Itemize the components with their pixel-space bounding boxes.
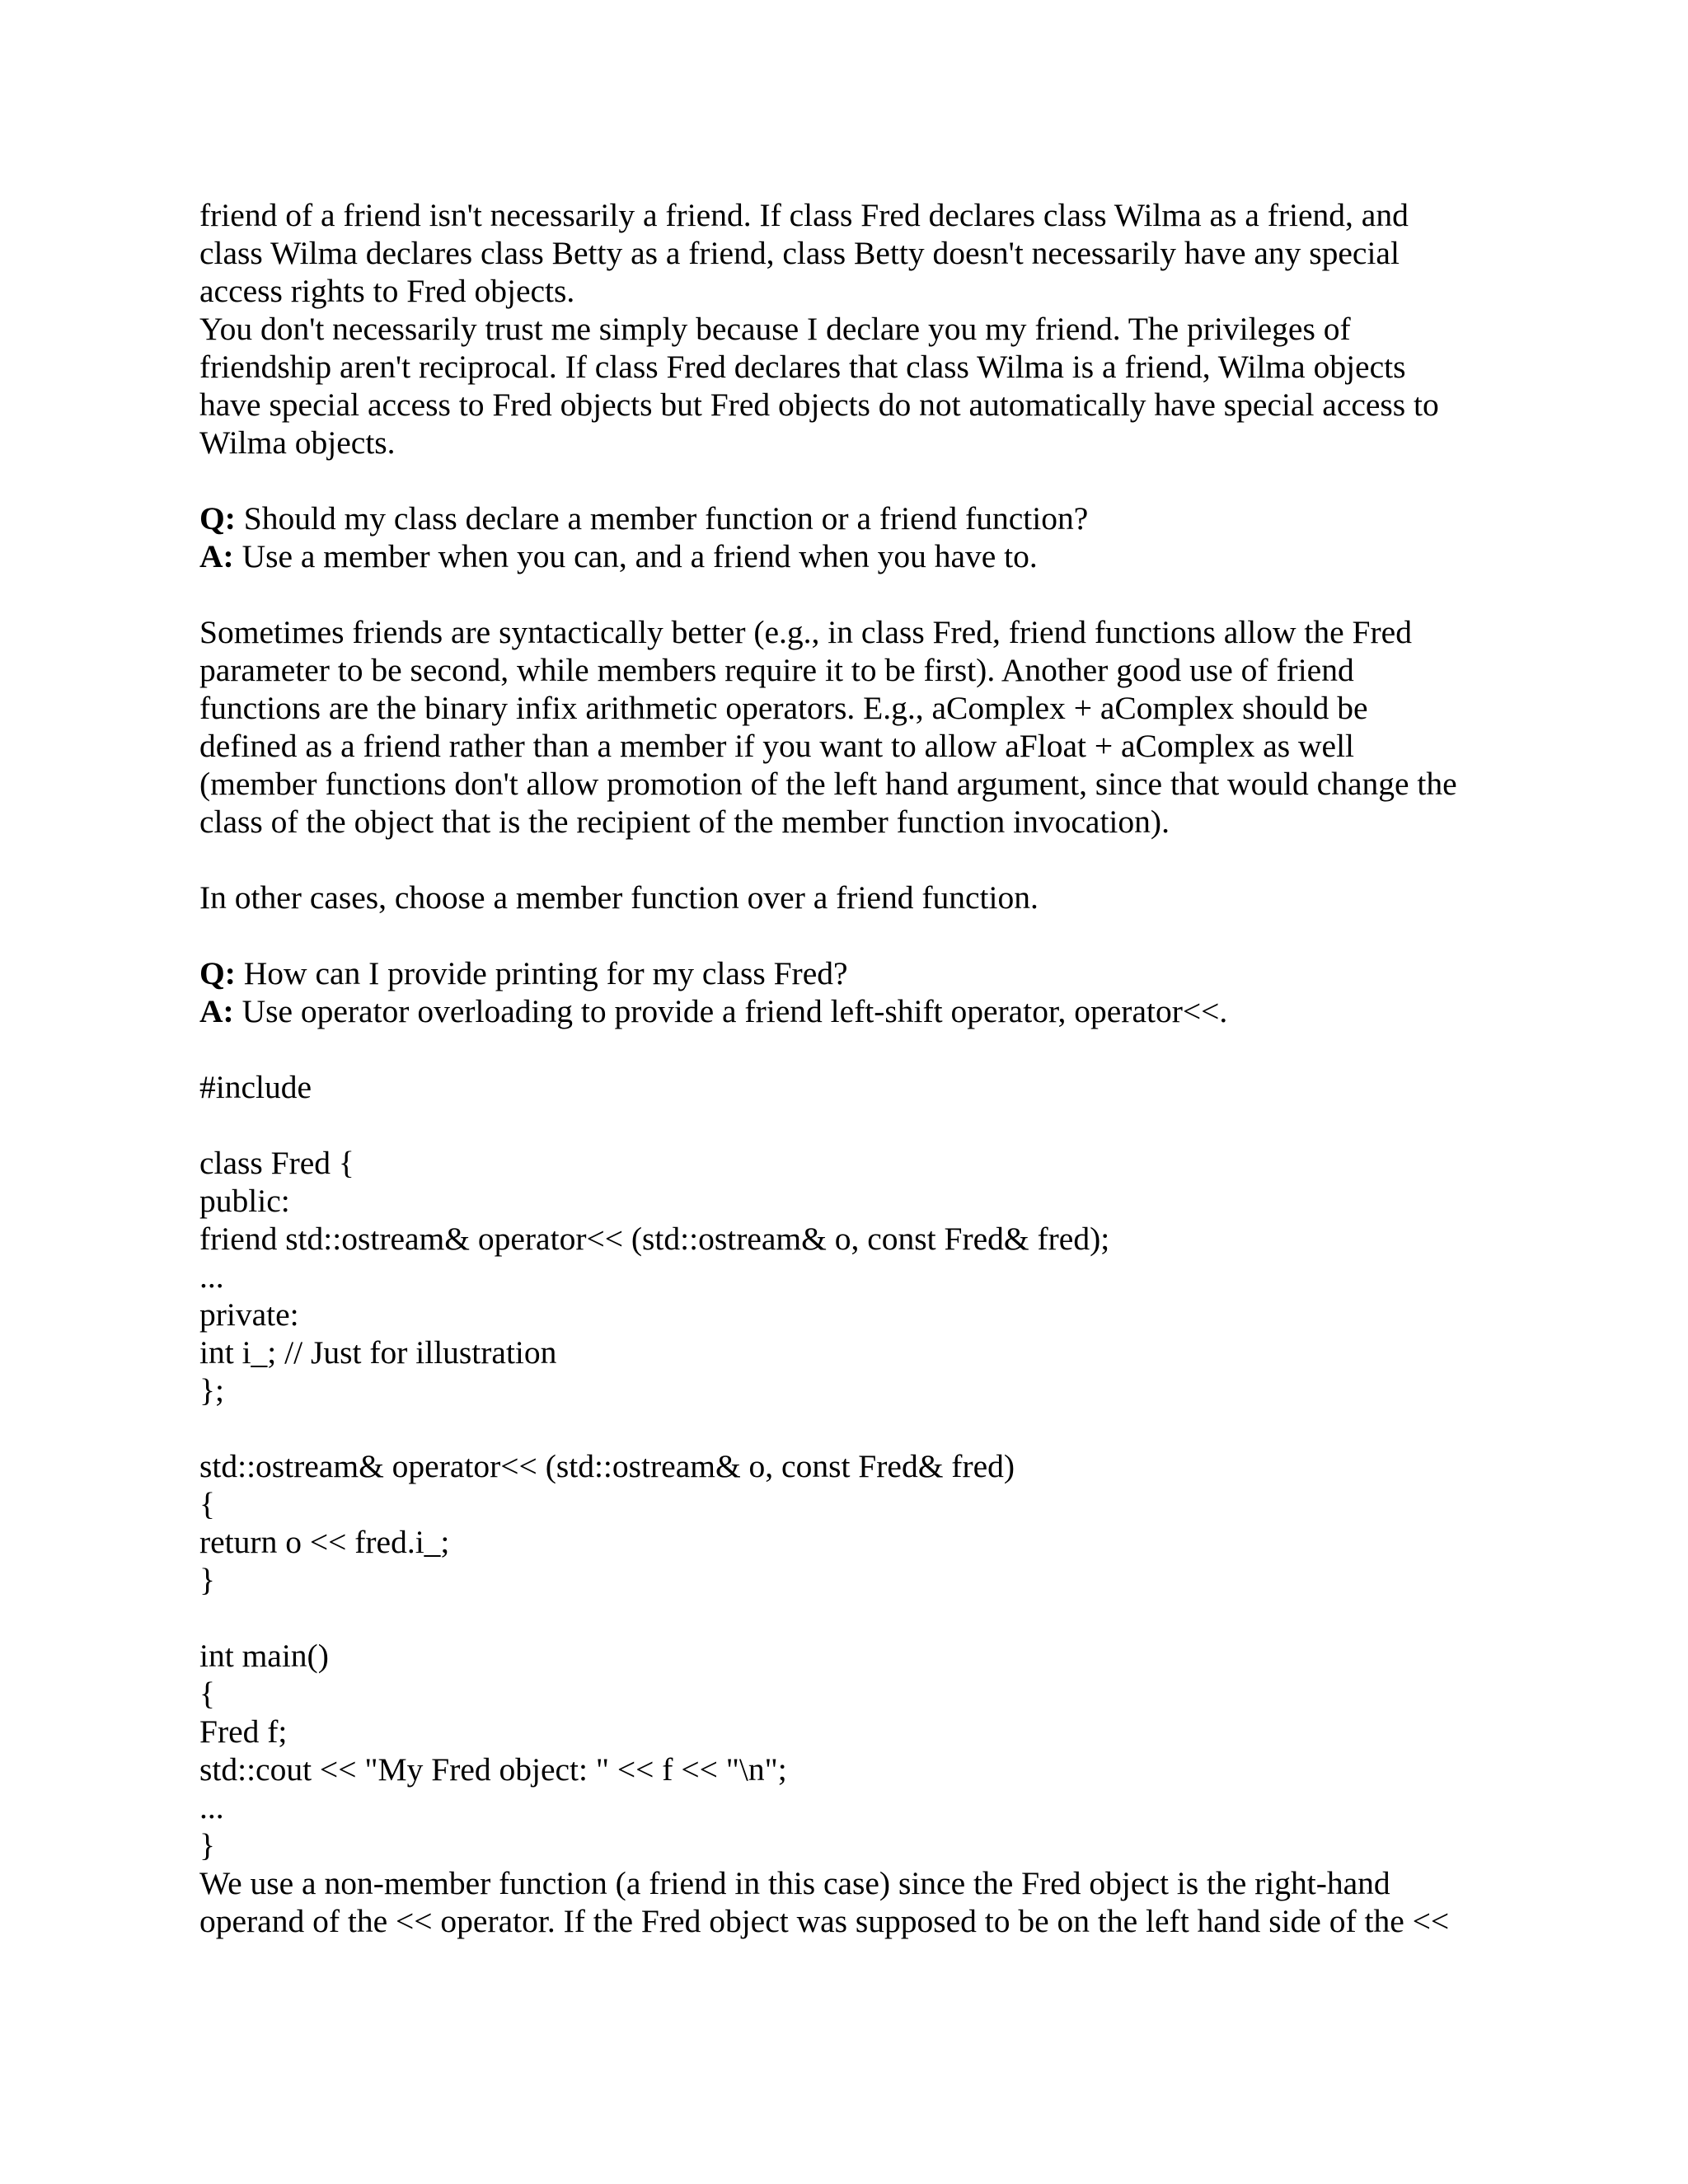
text-line: operand of the << operator. If the Fred object was supposed to be on the left hand side of the << [199,1903,1450,1939]
text-line: friend of a friend isn't necessarily a friend. If class Fred declares class Wilma as a friend, and [199,197,1409,233]
spacer [199,1030,1518,1068]
question-line [199,499,1518,537]
answer-text: Use a member when you can, and a friend when you have to. [233,538,1038,574]
code-line: public: [199,1183,290,1219]
spacer [199,916,1518,954]
spacer [199,841,1518,879]
text-line: We use a non-member function (a friend in this case) since the Fred object is the right-hand [199,1865,1390,1901]
qa-printing [199,954,1518,1030]
other-cases-text: In other cases, choose a member function over a friend function. [199,879,1039,916]
spacer [199,462,1518,499]
text-line: class Wilma declares class Betty as a friend, class Betty doesn't necessarily have any special [199,235,1400,271]
text-line: have special access to Fred objects but Fred objects do not automatically have special access to [199,387,1439,423]
include-line: #include [199,1069,312,1105]
intro-paragraph [199,196,1518,310]
code-line: class Fred { [199,1145,354,1181]
code-line: { [199,1675,215,1712]
answer-line [199,537,1518,575]
text-line: (member functions don't allow promotion of the left hand argument, since that would change the [199,766,1457,802]
code-line: private: [199,1296,299,1333]
spacer [199,1599,1518,1637]
main-code-block [199,1637,1518,1864]
spacer [199,1106,1518,1144]
code-line: Fred f; [199,1713,288,1750]
text-line: defined as a friend rather than a member if you want to allow aFloat + aComplex as well [199,728,1355,764]
code-line: return o << fred.i_; [199,1524,450,1560]
code-line: friend std::ostream& operator<< (std::ostream& o, const Fred& fred); [199,1221,1110,1257]
question-line [199,954,1518,992]
text-line: Wilma objects. [199,424,396,461]
question-text: Should my class declare a member function or a friend function? [235,500,1089,537]
syntax-paragraph [199,613,1518,841]
text-line: class of the object that is the recipient of the member function invocation). [199,804,1170,840]
code-line: std::ostream& operator<< (std::ostream& o, const Fred& fred) [199,1448,1015,1484]
spacer [199,1409,1518,1447]
text-line: functions are the binary infix arithmetic operators. E.g., aComplex + aComplex should be [199,690,1368,726]
code-line: ... [199,1258,224,1295]
text-line: You don't necessarily trust me simply because I declare you my friend. The privileges of [199,311,1351,347]
spacer [199,575,1518,613]
text-line: access rights to Fred objects. [199,273,575,309]
operator-code-block [199,1447,1518,1599]
trust-paragraph [199,310,1518,462]
answer-text: Use operator overloading to provide a friend left-shift operator, operator<<. [233,993,1228,1029]
text-line: Sometimes friends are syntactically better (e.g., in class Fred, friend functions allow the Fred [199,614,1412,650]
code-line: std::cout << "My Fred object: " << f << "\n"; [199,1751,787,1788]
code-line: int i_; // Just for illustration [199,1334,557,1371]
document-page [199,196,1518,1940]
answer-label: A: [199,993,234,1029]
text-line: friendship aren't reciprocal. If class Fred declares that class Wilma is a friend, Wilma objects [199,349,1406,385]
qa-member-vs-friend [199,499,1518,575]
answer-label: A: [199,538,234,574]
question-text: How can I provide printing for my class Fred? [235,955,848,991]
class-code-block [199,1144,1518,1409]
code-line: } [199,1827,215,1863]
question-label: Q: [199,955,236,991]
code-line: { [199,1486,215,1522]
text-line: parameter to be second, while members require it to be first). Another good use of friend [199,652,1354,688]
closing-paragraph [199,1864,1518,1940]
question-label: Q: [199,500,236,537]
code-line: } [199,1562,215,1598]
code-line: ... [199,1789,224,1825]
answer-line [199,992,1518,1030]
code-line: }; [199,1372,224,1408]
code-line: int main() [199,1638,329,1674]
